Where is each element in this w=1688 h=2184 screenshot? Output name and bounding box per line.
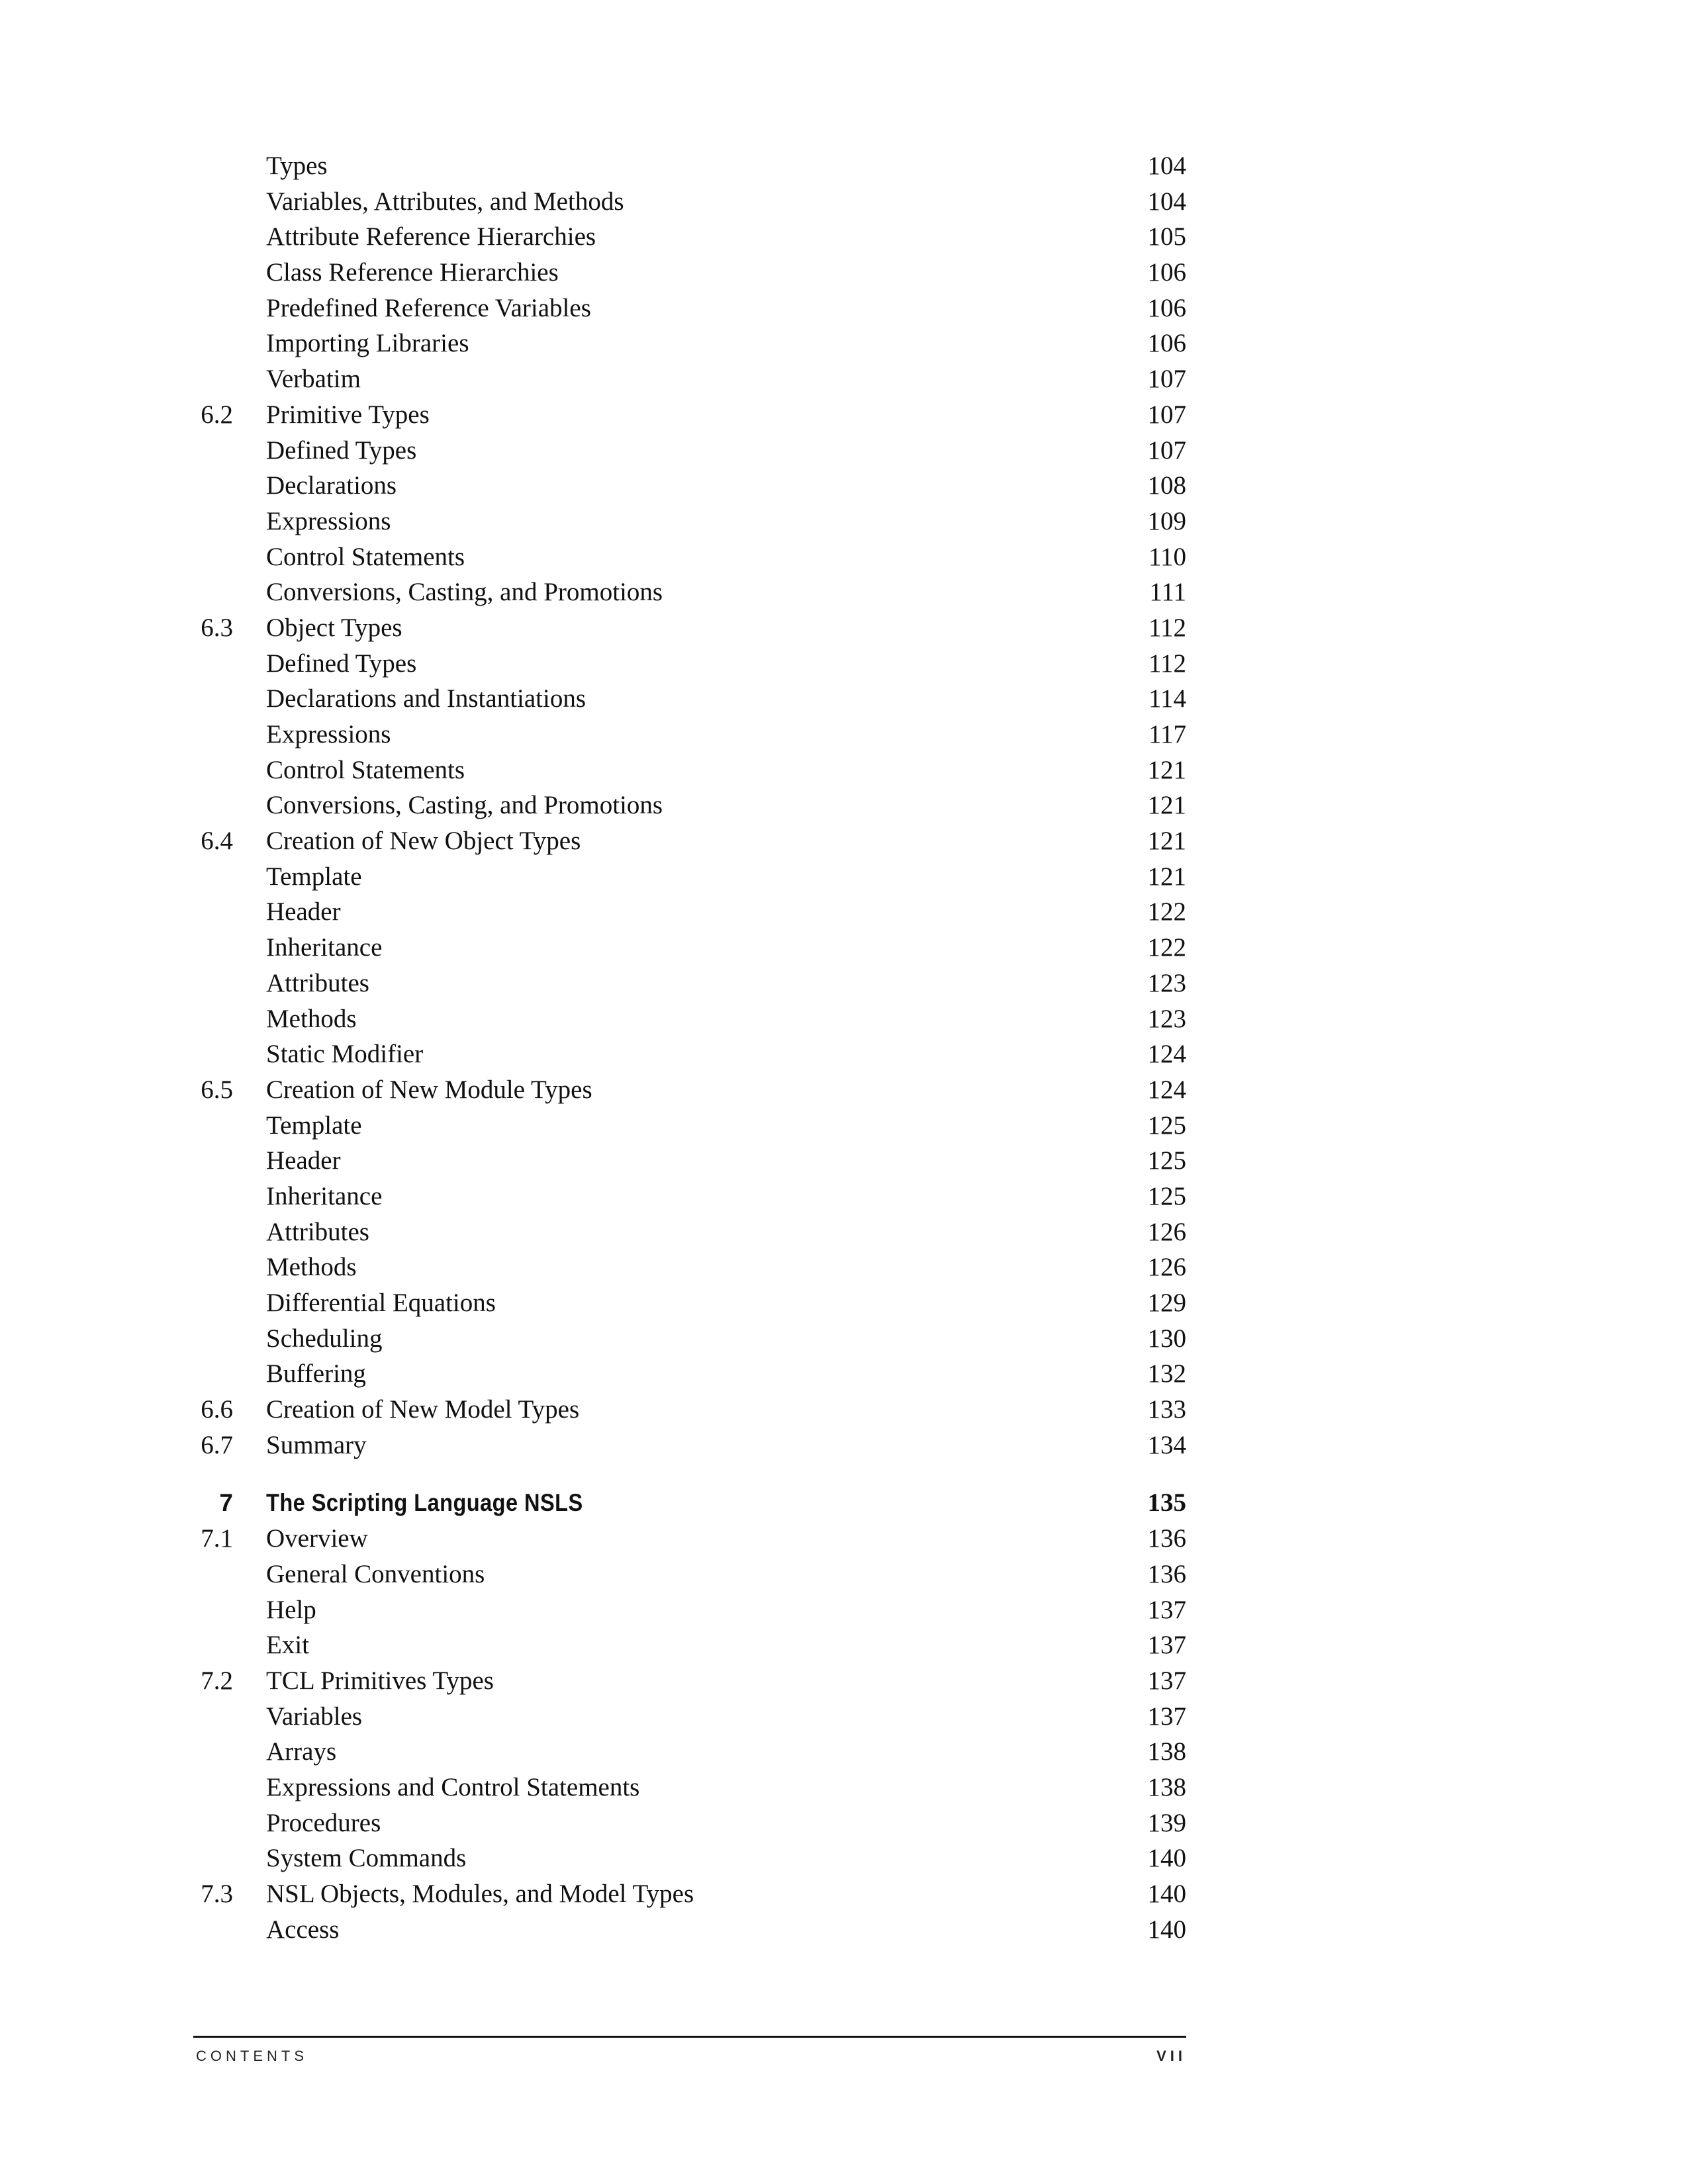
toc-section-number: 7.3 [201,1880,233,1908]
toc-entry-row [193,184,1186,220]
toc-entry-row [193,1036,1186,1072]
toc-entry-title: Control Statements [266,755,465,784]
toc-page-number: 104 [1147,152,1186,180]
toc-entry-row [193,1001,1186,1037]
toc-page-number: 137 [1147,1595,1186,1624]
toc-page-number: 107 [1147,435,1186,465]
toc-page-number: 121 [1147,791,1186,820]
toc-page-number: 106 [1147,258,1186,287]
footer-rule [193,2036,1186,2038]
toc-entry-row [193,1179,1186,1214]
toc-entry-row [193,1143,1186,1179]
toc-page-number: 124 [1147,1040,1186,1069]
toc-entry-title: Template [266,1111,362,1140]
toc-entry-row [193,255,1186,291]
toc-page-number: 129 [1147,1289,1186,1317]
toc-section-number: 7 [219,1489,233,1517]
toc-page-number: 136 [1147,1524,1186,1553]
toc-entry-title: Arrays [266,1737,337,1766]
toc-entry-row [193,433,1186,469]
toc-entry-title: General Conventions [266,1559,485,1588]
toc-entry-title: Template [266,862,362,891]
toc-entry-row [193,574,1186,610]
toc-entry-title: Summary [266,1430,367,1459]
toc-entry-row [193,717,1186,752]
toc-section-number: 6.3 [201,613,233,642]
toc-page-number: 111 [1149,578,1186,607]
toc-entry-row [193,1392,1186,1428]
toc-entry-row [193,1663,1186,1699]
toc-page-number: 137 [1147,1702,1186,1731]
toc-entry-title: Attribute Reference Hierarchies [266,222,596,251]
toc-entry-title: Buffering [266,1359,366,1388]
toc-page-number: 136 [1147,1559,1186,1588]
toc-entry-title: The Scripting Language NSLS [266,1489,583,1517]
toc-entry-row [193,646,1186,682]
toc-page-number: 117 [1148,720,1186,749]
toc-page-number: 125 [1147,1146,1186,1175]
toc-entry-row [193,1592,1186,1628]
toc-entry-row [193,1805,1186,1841]
toc-entry-row [193,859,1186,895]
toc-entry-row [193,539,1186,575]
toc-entry-row [193,752,1186,788]
toc-entry-title: TCL Primitives Types [266,1666,494,1695]
toc-entry-title: Variables, Attributes, and Methods [266,187,624,216]
toc-entry-row [193,894,1186,930]
toc-page-number: 132 [1147,1359,1186,1388]
toc-page-number: 109 [1147,506,1186,535]
toc-section-number: 6.6 [201,1395,233,1424]
toc-entry-title: Class Reference Hierarchies [266,258,559,287]
toc-entry-row [193,1214,1186,1250]
toc-page-number: 133 [1147,1395,1186,1424]
toc-page-number: 121 [1147,755,1186,784]
footer-section-label: CONTENTS [196,2048,308,2064]
toc-chapter-row [193,1485,1186,1521]
toc-page-number: 123 [1147,1004,1186,1033]
toc-page-number: 139 [1147,1808,1186,1837]
toc-entry-row [193,823,1186,859]
toc-entry-row [193,1912,1186,1948]
toc-page-number: 125 [1147,1181,1186,1210]
toc-entry-title: Attributes [266,1217,369,1246]
toc-page-number: 123 [1147,968,1186,997]
toc-entry-row [193,219,1186,255]
toc-entry-title: Conversions, Casting, and Promotions [266,791,663,820]
toc-page-number: 134 [1147,1430,1186,1459]
toc-entry-title: Declarations [266,471,397,500]
toc-entry-row [193,326,1186,361]
toc-entry-title: Creation of New Object Types [266,827,581,856]
toc-entry-title: Attributes [266,968,369,997]
toc-entry-title: Exit [266,1631,309,1660]
toc-entry-title: Header [266,1146,341,1175]
toc-entry-title: Help [266,1595,316,1624]
toc-page-number: 106 [1147,329,1186,358]
toc-entry-title: System Commands [266,1844,467,1873]
toc-entry-row [193,1734,1186,1770]
toc-entry-title: Control Statements [266,542,465,571]
toc-entry-row [193,610,1186,646]
toc-entry-title: Inheritance [266,1181,383,1210]
toc-page-number: 126 [1147,1217,1186,1246]
toc-page-number: 122 [1147,933,1186,962]
toc-section-number: 6.4 [201,827,233,856]
toc-entry-row [193,1285,1186,1321]
toc-entry-title: Importing Libraries [266,329,469,358]
toc-page-number: 124 [1147,1075,1186,1104]
toc-section-number: 6.2 [201,400,233,429]
toc-section-number: 7.2 [201,1666,233,1695]
toc-entry-title: Defined Types [266,649,417,678]
toc-entry-row [193,397,1186,433]
toc-entry-row [193,1108,1186,1144]
toc-entry-title: Static Modifier [266,1040,424,1069]
toc-entry-title: Creation of New Module Types [266,1075,592,1104]
toc-section-number: 6.7 [201,1430,233,1459]
toc-entry-row [193,504,1186,539]
toc-page-number: 104 [1147,187,1186,216]
toc-entry-title: Methods [266,1253,357,1282]
toc-page-number: 140 [1147,1880,1186,1908]
toc-entry-row [193,1521,1186,1557]
toc-entry-title: Defined Types [266,435,417,465]
toc-entry-row [193,788,1186,823]
toc-page-number: 106 [1147,293,1186,322]
toc-entry-title: Differential Equations [266,1289,496,1317]
toc-entry-row [193,361,1186,397]
toc-page-number: 112 [1148,613,1186,642]
toc-entry-title: Procedures [266,1808,381,1837]
toc-page-number: 138 [1147,1737,1186,1766]
footer-page-numeral: VII [1156,2048,1186,2064]
toc-page-number: 114 [1148,684,1186,713]
toc-page-number: 121 [1147,862,1186,891]
toc-entry-title: NSL Objects, Modules, and Model Types [266,1880,694,1908]
toc-entry-row [193,1356,1186,1392]
toc-entry-row [193,1841,1186,1876]
toc-entry-title: Overview [266,1524,368,1553]
toc-entry-row [193,930,1186,966]
toc-page-number: 122 [1147,897,1186,927]
toc-entry-row [193,1770,1186,1805]
toc-page-number: 107 [1147,365,1186,394]
toc-entry-row [193,966,1186,1001]
toc-page-number: 110 [1148,542,1186,571]
toc-entry-row [193,1321,1186,1357]
toc-page-number: 135 [1147,1488,1186,1518]
toc-entry-row [193,1699,1186,1735]
toc-entry-row [193,1072,1186,1108]
toc-entry-row [193,1876,1186,1912]
toc-entry-row [193,291,1186,326]
toc-entry-title: Access [266,1915,340,1944]
toc-entry-title: Object Types [266,613,402,642]
toc-page-number: 112 [1148,649,1186,678]
toc-entry-title: Primitive Types [266,400,430,429]
toc-page-number: 125 [1147,1111,1186,1140]
toc-entry-title: Conversions, Casting, and Promotions [266,578,663,607]
toc-entry-title: Expressions [266,506,391,535]
toc-page-number: 126 [1147,1253,1186,1282]
toc-entry-row [193,1557,1186,1592]
toc-entry-row [193,1250,1186,1285]
toc-entry-title: Variables [266,1702,363,1731]
toc-entry-title: Predefined Reference Variables [266,293,591,322]
toc-entry-title: Verbatim [266,365,361,394]
toc-page-number: 107 [1147,400,1186,429]
toc-page-number: 137 [1147,1631,1186,1660]
toc-page-number: 105 [1147,222,1186,251]
toc-entry-title: Expressions [266,720,391,749]
toc-entry-row [193,148,1186,184]
toc-entry-title: Types [266,152,328,180]
toc-entry-title: Declarations and Instantiations [266,684,586,713]
toc-entry-title: Header [266,897,341,927]
toc-page-number: 108 [1147,471,1186,500]
toc-section-number: 7.1 [201,1524,233,1553]
toc-entry-title: Inheritance [266,933,383,962]
toc-entry-title: Methods [266,1004,357,1033]
toc-page-number: 140 [1147,1915,1186,1944]
toc-entry-row [193,1428,1186,1463]
toc-page-number: 121 [1147,827,1186,856]
toc-page-number: 140 [1147,1844,1186,1873]
toc-entry-row [193,1627,1186,1663]
toc-entry-row [193,681,1186,717]
toc-page-number: 130 [1147,1324,1186,1353]
toc-entry-title: Scheduling [266,1324,383,1353]
toc-entry-row [193,468,1186,504]
table-of-contents [193,148,1186,1947]
toc-entry-title: Expressions and Control Statements [266,1772,640,1801]
toc-page-number: 137 [1147,1666,1186,1695]
toc-entry-title: Creation of New Model Types [266,1395,580,1424]
toc-page-number: 138 [1147,1772,1186,1801]
toc-section-number: 6.5 [201,1075,233,1104]
